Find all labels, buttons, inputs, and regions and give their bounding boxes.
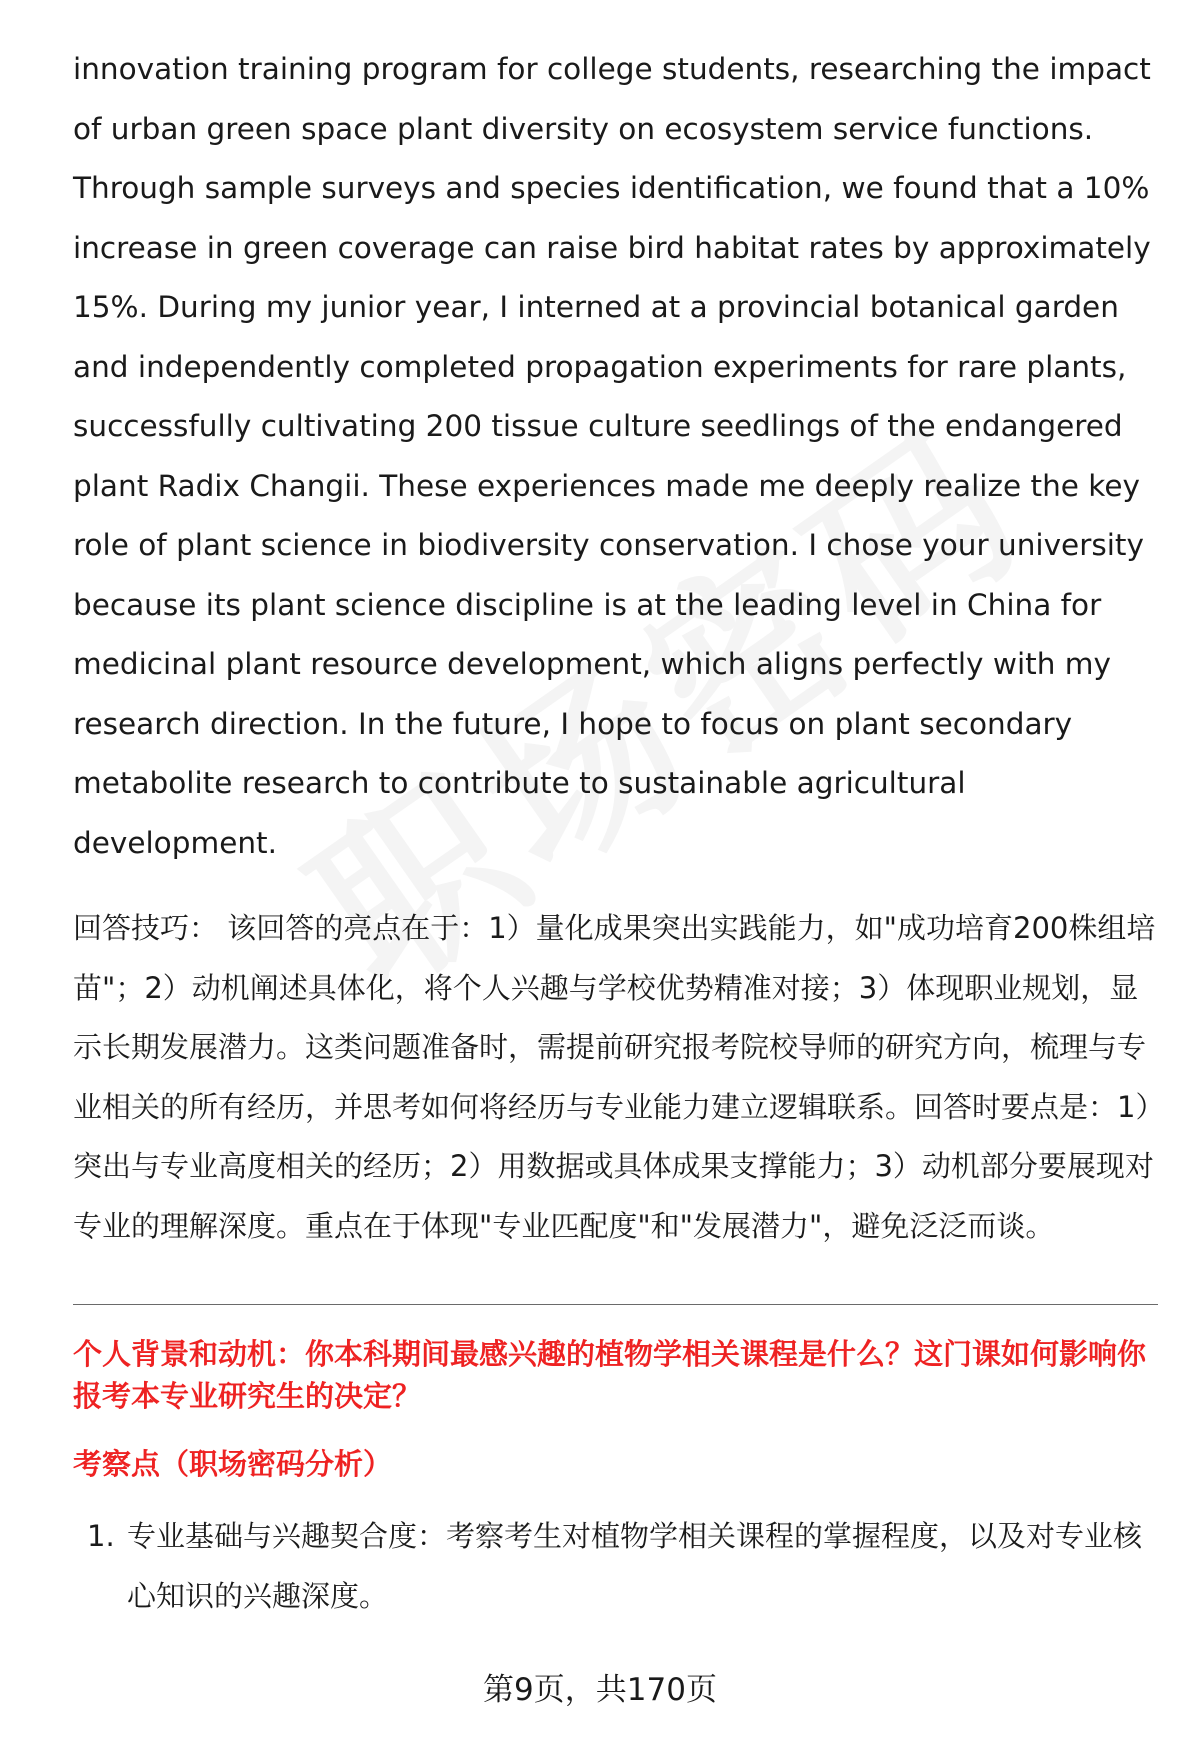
tips-label: 回答技巧： — [73, 911, 219, 945]
assessment-points — [73, 1507, 1158, 1626]
list-item-number: 1. — [87, 1519, 115, 1553]
list-item-text: 专业基础与兴趣契合度：考察考生对植物学相关课程的掌握程度，以及对专业核心知识的兴趣深度。 — [127, 1519, 1143, 1613]
answer-tips — [73, 899, 1158, 1256]
document-body — [73, 40, 1158, 1626]
question-heading: 个人背景和动机：你本科期间最感兴趣的植物学相关课程是什么？这门课如何影响你报考本专业研究生的决定？ — [73, 1337, 1147, 1413]
tips-text: 该回答的亮点在于：1）量化成果突出实践能力，如"成功培育200株组培苗"；2）动机阐述具体化，将个人兴趣与学校优势精准对接；3）体现职业规划，显示长期发展潜力。这类问题准备时，需提前研究报考院校导师的研究方向，梳理与专业相关的所有经历，并思考如何将经历与专业能力建立逻辑联系。回答时要点是：1）突出与专业高度相关的经历；2）用数据或具体成果支撑能力；3）动机部分要展现对专业的理解深度。重点在于体现"专业匹配度"和"发展潜力"，避免泛泛而谈。 — [73, 911, 1156, 1243]
list-item — [73, 1507, 1158, 1626]
answer-paragraph: innovation training program for college students, researching the impact of urban green space plant diversity on ecosystem service functions. Through sample surveys and species identification, we found that a 10% increase in green coverage can raise bird habitat rates by approximately 15%. During my junior year, I interned at a provincial botanical garden and independently completed propagation experiments for rare plants, successfully cultivating 200 tissue culture seedlings of the endangered plant Radix Changii. These experiences made me deeply realize the key role of plant science in biodiversity conservation. I chose your university because its plant science discipline is at the leading level in China for medicinal plant resource development, which aligns perfectly with my research direction. In the future, I hope to focus on plant secondary metabolite research to contribute to sustainable agricultural development. — [73, 52, 1151, 860]
page-footer: 第9页，共170页 — [483, 1672, 717, 1708]
section-heading: 考察点（职场密码分析） — [73, 1447, 393, 1481]
section-divider — [73, 1304, 1158, 1305]
